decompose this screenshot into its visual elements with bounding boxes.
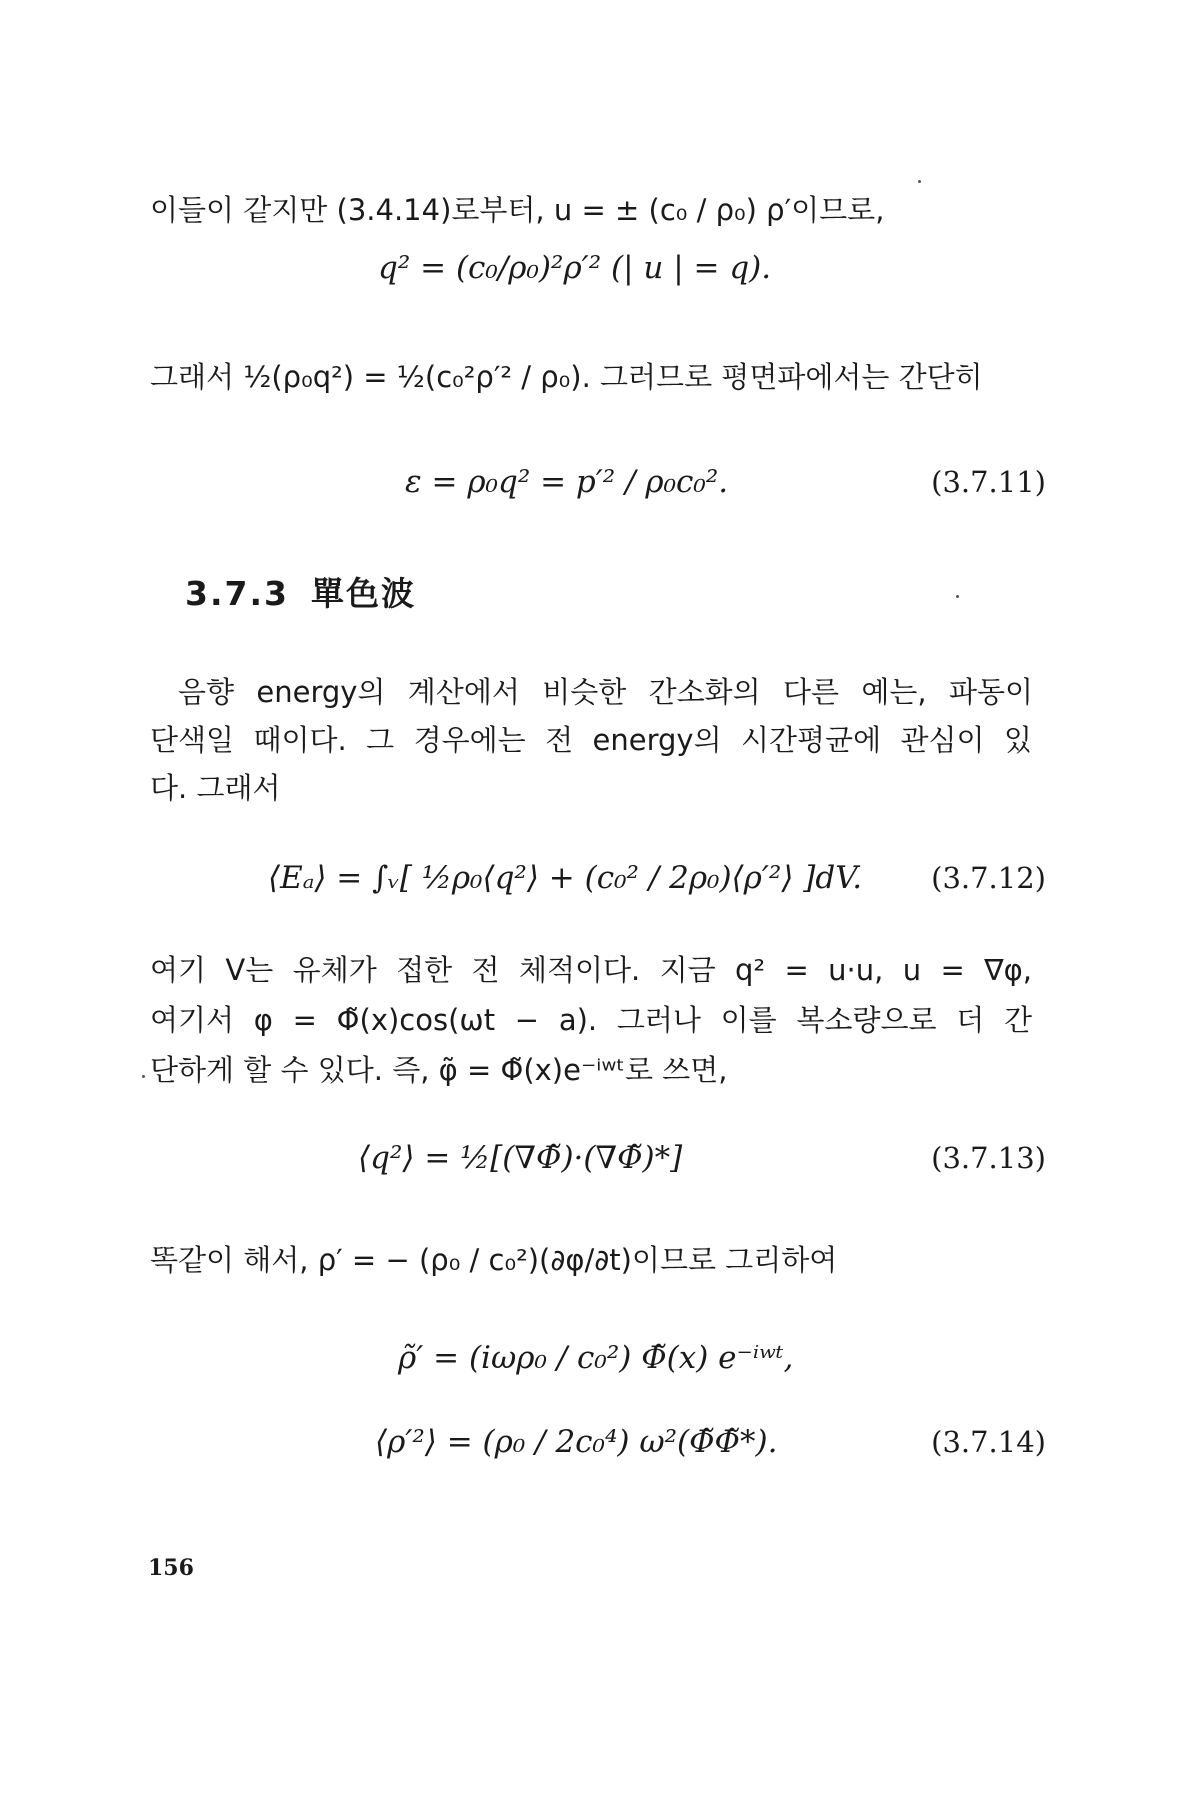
equation-3-7-12: ⟨Eₐ⟩ = ∫ᵥ[ ½ρ₀⟨q²⟩ + (c₀² / 2ρ₀)⟨ρ′²⟩ ]dV.	[268, 860, 863, 896]
equation-3-7-11: ε = ρ₀q² = p′² / ρ₀c₀².	[405, 464, 729, 500]
equation-number-3-7-11: (3.7.11)	[931, 465, 1046, 499]
section-heading	[185, 568, 416, 615]
section-title: 單色波	[310, 574, 416, 613]
equation-3-7-14-b: ⟨ρ′²⟩ = (ρ₀ / 2c₀⁴) ω²(Φ̃Φ̃*).	[375, 1424, 778, 1460]
section-number: 3.7.3	[185, 574, 289, 613]
equation-number-3-7-12: (3.7.12)	[931, 861, 1046, 895]
text-line-3: 그래서 ½(ρ₀q²) = ½(c₀²ρ′² / ρ₀). 그러므로 평면파에서는 간단히	[150, 360, 983, 394]
paragraph-line-1: 음향 energy의 계산에서 비슷한 간소화의 다른 예는, 파동이	[178, 675, 1033, 709]
paragraph-line-6: 단하게 할 수 있다. 즉, φ̃ = Φ̃(x)e⁻ⁱʷᵗ로 쓰면,	[150, 1053, 728, 1087]
paragraph-line-4: 여기 V는 유체가 접한 전 체적이다. 지금 q² = u·u, u = ∇φ,	[150, 953, 1032, 987]
equation-number-3-7-13: (3.7.13)	[931, 1141, 1046, 1175]
page-number: 156	[148, 1555, 194, 1581]
scan-speck	[918, 180, 921, 183]
equation-number-3-7-14: (3.7.14)	[931, 1425, 1046, 1459]
scan-speck	[956, 595, 959, 598]
scan-speck	[142, 1075, 145, 1078]
equation-q-squared: q² = (c₀/ρ₀)²ρ′² (| u | = q).	[378, 250, 772, 286]
text-line-1: 이들이 같지만 (3.4.14)로부터, u = ± (c₀ / ρ₀) ρ′이므로,	[150, 193, 885, 227]
paragraph-line-3: 다. 그래서	[150, 771, 281, 805]
paragraph-line-2: 단색일 때이다. 그 경우에는 전 energy의 시간평균에 관심이 있	[150, 723, 1032, 757]
paragraph-line-5: 여기서 φ = Φ̃(x)cos(ωt − a). 그러나 이를 복소량으로 더 간	[150, 1003, 1032, 1037]
equation-3-7-14-a: ρ̃′ = (iωρ₀ / c₀²) Φ̃(x) e⁻ⁱʷᵗ,	[398, 1340, 794, 1376]
equation-3-7-13: ⟨q²⟩ = ½[(∇Φ̃)·(∇Φ̃)*]	[358, 1140, 683, 1176]
paragraph-line-7: 똑같이 해서, ρ′ = − (ρ₀ / c₀²)(∂φ/∂t)이므로 그리하여	[150, 1243, 838, 1277]
